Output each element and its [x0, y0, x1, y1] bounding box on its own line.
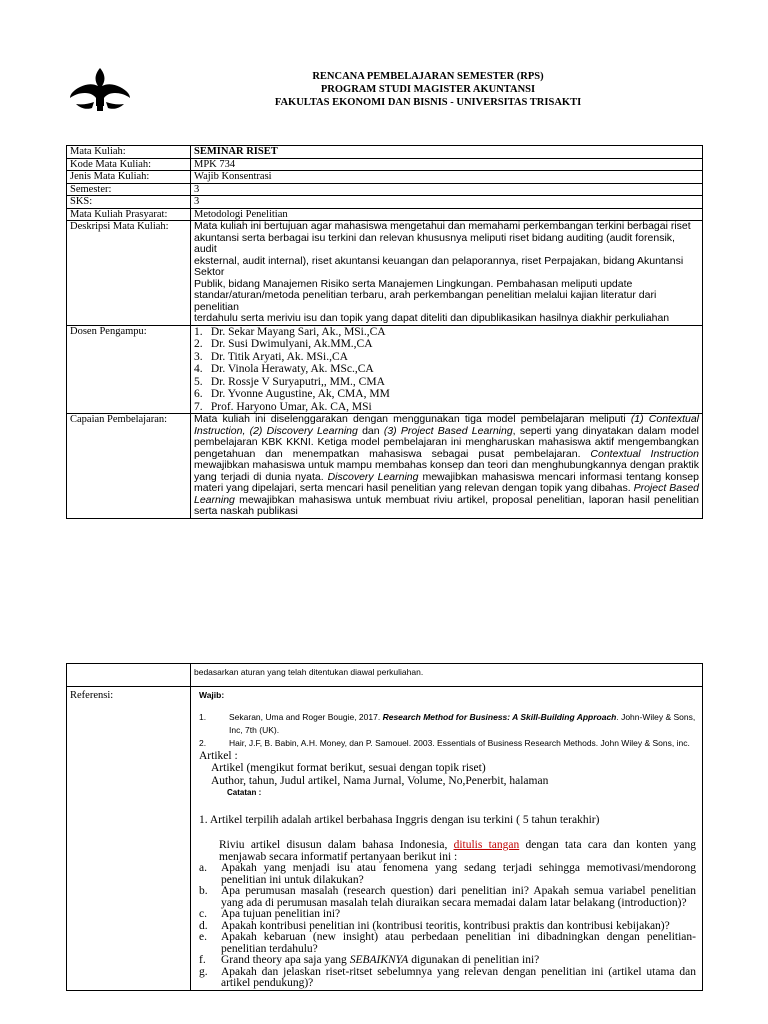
label-capaian: Capaian Pembelajaran: [67, 414, 191, 519]
lecturer-name: Dr. Sekar Mayang Sari, Ak., MSi.,CA [210, 325, 386, 338]
note-1: 1. Artikel terpilih adalah artikel berbahasa Inggris dengan isu terkini ( 5 tahun terakhir) [199, 813, 600, 826]
deskripsi-line: standar/aturan/metoda penelitian terbaru, arah perkembangan penelitian melalui kajian literatur dari penelitian [194, 289, 657, 313]
list-letter: e. [199, 931, 207, 943]
list-number: 5. [194, 375, 203, 388]
list-item [194, 351, 699, 364]
row-deskripsi [67, 221, 703, 326]
list-item [194, 388, 699, 401]
list-number: 7. [194, 400, 203, 413]
label-deskripsi: Deskripsi Mata Kuliah: [67, 221, 191, 326]
list-item [194, 338, 699, 351]
list-item [199, 863, 696, 886]
riviu-section [199, 840, 696, 990]
list-item [194, 376, 699, 389]
deskripsi-line: Publik, bidang Manajemen Risiko serta Manajemen Lingkungan. Pembahasan meliputi update [194, 277, 633, 290]
question-text-part: Grand theory apa saja yang [221, 954, 350, 966]
book-title: Research Method for Business: A Skill-Building Approach [382, 711, 617, 722]
list-item [194, 326, 699, 339]
list-item [199, 711, 696, 737]
referensi-table [66, 663, 703, 991]
header-line-1: RENCANA PEMBELAJARAN SEMESTER (RPS) [312, 71, 544, 82]
deskripsi-line: eksternal, audit internal), riset akuntansi keuangan dan pelaporannya, riset Perpajakan, bidang Akuntansi Sektor [194, 254, 684, 278]
list-number: 3. [194, 350, 203, 363]
label-sks: SKS: [67, 196, 191, 209]
row-continuation [67, 664, 703, 687]
question-text: Apa tujuan penelitian ini? [221, 908, 341, 920]
artikel-section [199, 750, 696, 841]
lecturer-name: Dr. Vinola Herawaty, Ak. MSc.,CA [210, 363, 374, 375]
value-prasyarat: Metodologi Penelitian [191, 208, 703, 221]
row-prasyarat [67, 208, 703, 221]
book-authors: Sekaran, Uma and Roger Bougie, 2017. [229, 711, 383, 722]
value-continuation [191, 664, 703, 687]
list-item [199, 967, 696, 990]
value-deskripsi [191, 221, 703, 326]
list-number: 1. [199, 711, 207, 722]
row-semester [67, 183, 703, 196]
label-dosen: Dosen Pengampu: [67, 325, 191, 414]
artikel-line: Author, tahun, Judul artikel, Nama Jurnal, Volume, No,Penerbit, halaman [211, 774, 549, 787]
riviu-highlight: ditulis tangan [453, 839, 520, 851]
list-letter: g. [199, 965, 208, 978]
list-item [199, 955, 696, 967]
row-sks [67, 196, 703, 209]
document-header [200, 70, 656, 109]
book-citation [229, 711, 696, 737]
riviu-text: Riviu artikel disusun dalam bahasa Indonesia, [219, 839, 454, 851]
book-publisher: . John-Wiley & Sons, Inc, 7th (UK). [229, 711, 696, 735]
label-empty [67, 664, 191, 687]
list-number: 4. [194, 363, 203, 375]
capaian-italic: Contextual Instruction [590, 447, 699, 460]
catatan-label: Catatan : [227, 788, 262, 797]
capaian-text: Mata kuliah ini diselenggarakan dengan menggunakan tiga model pembelajaran meliputi [194, 413, 631, 425]
list-item [199, 909, 696, 921]
list-letter: f. [199, 954, 206, 966]
row-referensi [67, 687, 703, 991]
value-capaian [191, 414, 703, 519]
label-semester: Semester: [67, 183, 191, 196]
capaian-text: mewajibkan mahasiswa untuk mampu membahas konsep dan teori dan menghubungkannya dengan praktik yang terjadi di dunia nyata. [194, 459, 699, 483]
deskripsi-line: Mata kuliah ini bertujuan agar mahasiswa mengetahui dan memahami perkembangan terkini berbagai riset [194, 220, 691, 232]
capaian-italic: (3) Project Based Learning [383, 424, 513, 437]
riviu-intro [199, 840, 696, 863]
value-semester: 3 [191, 183, 703, 196]
deskripsi-line: terdahulu serta meriviu isu dan topik yang dapat diteliti dan dipublikasikan hasilnya diakhir perkuliahan [194, 312, 670, 324]
row-mata-kuliah [67, 146, 703, 159]
row-jenis [67, 171, 703, 184]
list-letter: a. [199, 862, 207, 874]
artikel-line: Artikel (mengikut format berikut, sesuai dengan topik riset) [211, 762, 486, 774]
label-jenis: Jenis Mata Kuliah: [67, 171, 191, 184]
list-number: 2. [194, 338, 203, 350]
question-text [221, 955, 539, 967]
list-letter: d. [199, 919, 208, 932]
riviu-text: dengan tata cara dan konten yang menjawab secara informatif pertanyaan berikut ini : [219, 839, 696, 863]
lecturer-list [194, 326, 699, 414]
question-text-italic: SEBAIKNYA [349, 954, 409, 966]
course-info-table [66, 145, 703, 519]
lecturer-name: Dr. Yvonne Augustine, Ak, CMA, MM [210, 388, 390, 400]
lecturer-name: Dr. Susi Dwimulyani, Ak.MM.,CA [210, 338, 373, 350]
header-line-3: FAKULTAS EKONOMI DAN BISNIS - UNIVERSITAS TRISAKTI [274, 97, 582, 108]
university-logo-icon [68, 66, 132, 112]
lecturer-name: Dr. Rossje V Suryaputri,, MM., CMA [210, 375, 385, 388]
label-kode: Kode Mata Kuliah: [67, 158, 191, 171]
value-mata-kuliah [191, 146, 703, 159]
list-letter: c. [199, 908, 207, 920]
capaian-text: mewajibkan mahasiswa mencari informasi tentang konsep materi yang dipelajari, serta mencari hasil penelitian yang relevan dengan topik yang dibahas. [194, 470, 699, 494]
artikel-label: Artikel : [199, 749, 238, 762]
list-number: 1. [194, 325, 203, 338]
label-mata-kuliah: Mata Kuliah: [67, 146, 191, 159]
capaian-text: , seperti yang dinyatakan dalam model pembelajaran KBK KKNI. Ketiga model pembelajaran ini mengharuskan mahasiswa aktif mengembangkan pengetahuan dan menempatkan mahasiswa sebagai pusat pembelajaran. [194, 424, 699, 460]
question-text: Apakah dan jelaskan riset-ritset sebelumnya yang relevan dengan penelitian ini (artikel utama dan artikel pendukung)? [221, 965, 696, 989]
book-citation: Hair, J.F, B. Babin, A.H. Money, dan P. Samouel. 2003. Essentials of Business Research Methods. John Wiley & Sons, inc. [229, 737, 690, 748]
value-jenis: Wajib Konsentrasi [191, 171, 703, 184]
question-text: Apakah kontribusi penelitian ini (kontribusi teoritis, kontribusi praktis dan kontribusi kebijakan)? [221, 919, 670, 932]
list-item [199, 886, 696, 909]
question-text: Apa perumusan masalah (research question) dari penelitian ini? Apakah semua variabel penelitian yang ada di perumusan masalah telah diuraikan secara memadai dalam latar belakang (introduction)? [221, 885, 696, 909]
capaian-italic: Discovery Learning [327, 470, 419, 483]
label-prasyarat: Mata Kuliah Prasyarat: [67, 208, 191, 221]
header-line-2: PROGRAM STUDI MAGISTER AKUNTANSI [320, 84, 536, 95]
wajib-heading: Wajib: [199, 690, 225, 700]
question-text: Apakah yang menjadi isu atau fenomena yang sedang terjadi sehingga memotivasi/mendorong penelitian ini untuk dilakukan? [221, 862, 696, 886]
list-letter: b. [199, 885, 208, 897]
lecturer-name: Dr. Titik Aryati, Ak. MSi.,CA [210, 350, 348, 363]
capaian-italic: Project Based Learning [194, 482, 699, 506]
course-title: SEMINAR RISET [194, 146, 278, 157]
list-item [194, 401, 699, 414]
label-referensi: Referensi: [67, 687, 191, 991]
deskripsi-line: akuntansi serta berbagai isu terkini dan relevan khususnya meliputi riset bidang auditing (audit forensik, audit [194, 231, 675, 255]
capaian-text: dan [357, 424, 384, 437]
row-dosen [67, 325, 703, 414]
list-item [199, 737, 696, 750]
value-kode: MPK 734 [191, 158, 703, 171]
row-kode [67, 158, 703, 171]
value-dosen [191, 325, 703, 414]
capaian-italic: (1) Contextual Instruction, (2) Discovery Learning [194, 413, 699, 437]
list-item [194, 363, 699, 376]
list-item [199, 932, 696, 955]
list-number: 6. [194, 388, 203, 400]
row-capaian [67, 414, 703, 519]
lecturer-name: Prof. Haryono Umar, Ak. CA, MSi [210, 400, 372, 413]
capaian-text: mewajibkan mahasiswa untuk membuat riviu artikel, proposal penelitian, laporan hasil penelitian serta naskah publikasi [194, 493, 699, 517]
list-number: 2. [199, 737, 207, 748]
value-referensi [191, 687, 703, 991]
question-text: Apakah kebaruan (new insight) atau perbedaan penelitian ini dibadningkan dengan penelitian-penelitian terdahulu? [221, 931, 696, 955]
question-text-part: digunakan di penelitian ini? [408, 954, 540, 966]
value-sks: 3 [191, 196, 703, 209]
continuation-text: bedasarkan aturan yang telah ditentukan diawal perkuliahan. [194, 667, 424, 677]
